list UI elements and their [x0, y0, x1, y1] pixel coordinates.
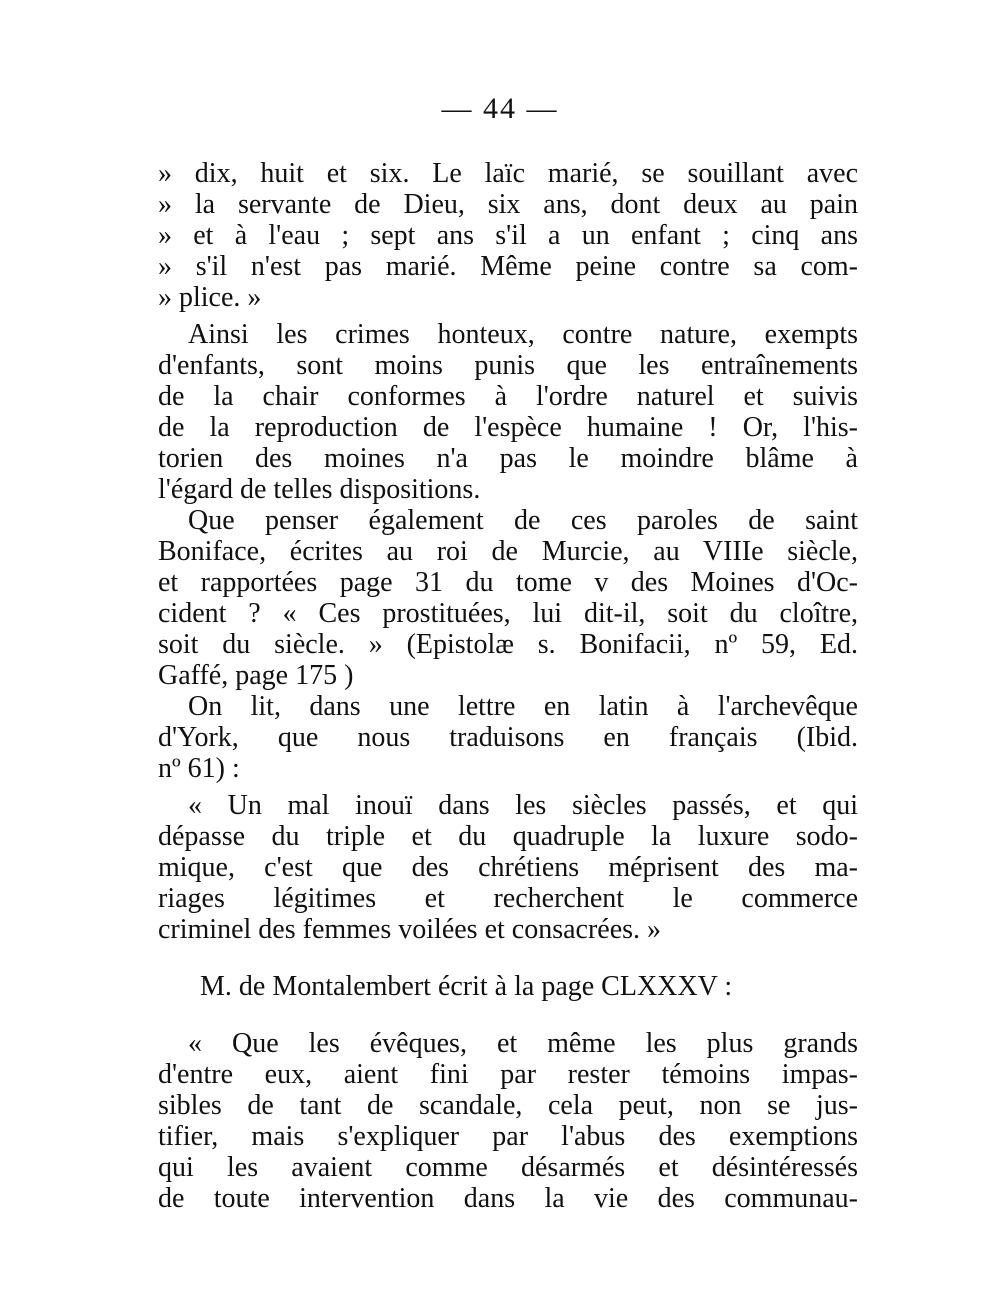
text-line: et rapportées page 31 du tome v des Moines d'Oc-: [158, 567, 858, 598]
text-line: cident ? « Ces prostituées, lui dit-il, soit du cloître,: [158, 598, 858, 629]
page-number: — 44 —: [441, 92, 559, 125]
text-line: » la servante de Dieu, six ans, dont deux au pain: [158, 189, 858, 220]
text-line: d'entre eux, aient fini par rester témoins impas-: [158, 1059, 858, 1090]
text-line: » s'il n'est pas marié. Même peine contre sa com-: [158, 251, 858, 282]
text-line: tifier, mais s'expliquer par l'abus des exemptions: [158, 1121, 858, 1152]
text-line: nº 61) :: [158, 753, 240, 784]
text-line: dépasse du triple et du quadruple la luxure sodo-: [158, 821, 858, 852]
text-line: d'York, que nous traduisons en français (Ibid.: [158, 722, 858, 753]
text-line: On lit, dans une lettre en latin à l'archevêque: [188, 691, 858, 722]
text-line: Que penser également de ces paroles de saint: [188, 505, 858, 536]
text-line: riages légitimes et recherchent le commerce: [158, 883, 858, 914]
text-line: de toute intervention dans la vie des communau-: [158, 1183, 858, 1214]
text-line: Ainsi les crimes honteux, contre nature, exempts: [188, 319, 858, 350]
text-line: » dix, huit et six. Le laïc marié, se souillant avec: [158, 158, 858, 189]
text-line: « Un mal inouï dans les siècles passés, et qui: [188, 790, 858, 821]
text-line: « Que les évêques, et même les plus grands: [188, 1028, 858, 1059]
text-line: qui les avaient comme désarmés et désintéressés: [158, 1152, 858, 1183]
text-line: d'enfants, sont moins punis que les entraînements: [158, 350, 858, 381]
text-line: Gaffé, page 175 ): [158, 660, 354, 691]
text-line: » et à l'eau ; sept ans s'il a un enfant ; cinq ans: [158, 220, 858, 251]
text-line: sibles de tant de scandale, cela peut, non se jus-: [158, 1090, 858, 1121]
text-line: Boniface, écrites au roi de Murcie, au VIIIe siècle,: [158, 536, 858, 567]
text-line: » plice. »: [158, 282, 262, 313]
text-line: criminel des femmes voilées et consacrées. »: [158, 914, 662, 945]
text-line: torien des moines n'a pas le moindre blâme à: [158, 443, 858, 474]
text-line: l'égard de telles dispositions.: [158, 474, 481, 505]
text-line: soit du siècle. » (Epistolæ s. Bonifacii, nº 59, Ed.: [158, 629, 858, 660]
page-body: [158, 158, 858, 1214]
section-heading: M. de Montalembert écrit à la page CLXXXV :: [200, 971, 733, 1002]
text-line: mique, c'est que des chrétiens méprisent des ma-: [158, 852, 858, 883]
text-line: de la reproduction de l'espèce humaine ! Or, l'his-: [158, 412, 858, 443]
text-line: de la chair conformes à l'ordre naturel et suivis: [158, 381, 858, 412]
